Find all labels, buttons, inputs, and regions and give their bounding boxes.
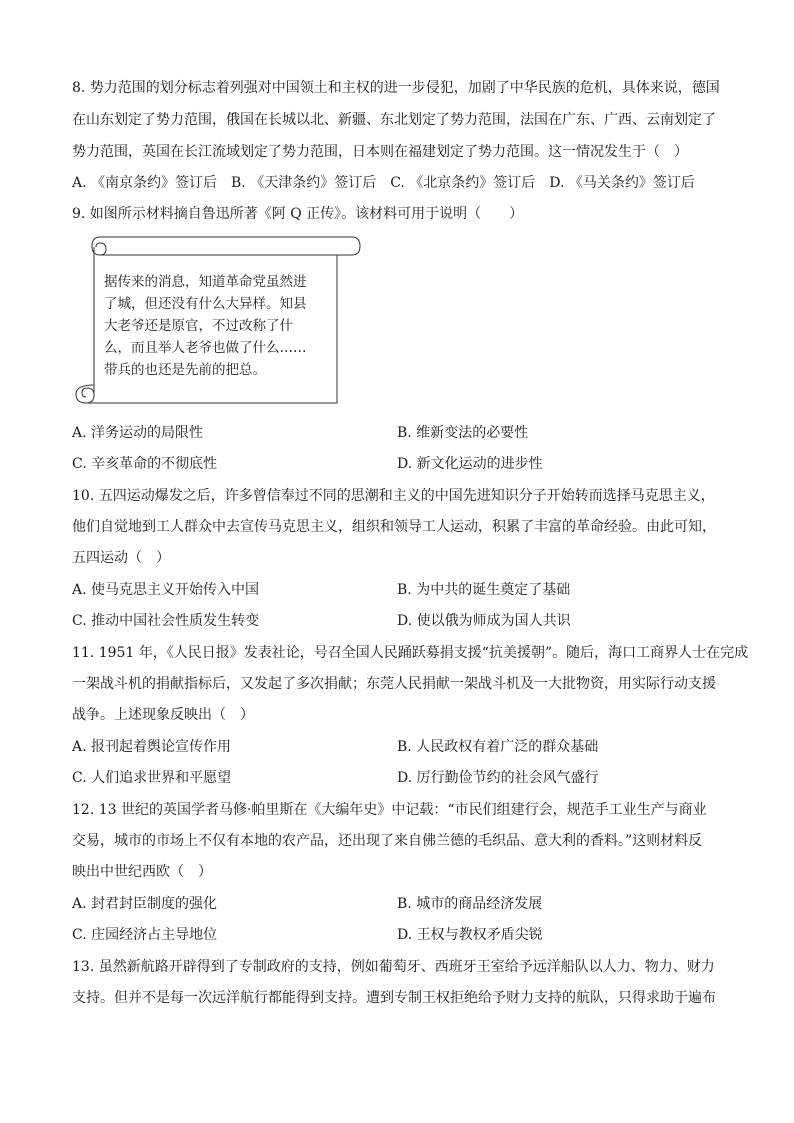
q8-options: A. 《南京条约》签订后 B. 《天津条约》签订后 C. 《北京条约》签订后 D. 《马关条约》签订后 xyxy=(72,175,695,191)
q10-option-a: A. 使马克思主义开始传入中国 xyxy=(72,582,260,598)
q10-stem-line-1: 10. 五四运动爆发之后，许多曾信奉过不同的思潮和主义的中国先进知识分子开始转而选择马克思主义， xyxy=(72,488,715,504)
scroll-text-line-4: 么，而且举人老爷也做了什么…… xyxy=(104,340,307,356)
q10-option-d: D. 使以俄为师成为国人共识 xyxy=(397,613,571,629)
q10-option-b: B. 为中共的诞生奠定了基础 xyxy=(397,582,571,598)
q9-option-a: A. 洋务运动的局限性 xyxy=(72,425,204,441)
q9-option-c: C. 辛亥革命的不彻底性 xyxy=(72,456,218,472)
q12-option-c: C. 庄园经济占主导地位 xyxy=(72,927,218,943)
q9-stem: 9. 如图所示材料摘自鲁迅所著《阿 Q 正传》。该材料可用于说明（ ） xyxy=(72,206,524,222)
scroll-text-line-5: 带兵的也还是先前的把总。 xyxy=(104,362,266,378)
q11-option-b: B. 人民政权有着广泛的群众基础 xyxy=(397,739,599,755)
q12-option-a: A. 封君封臣制度的强化 xyxy=(72,896,218,912)
q12-option-b: B. 城市的商品经济发展 xyxy=(397,896,543,912)
scroll-text-line-3: 大老爷还是原官，不过改称了什 xyxy=(104,318,293,334)
q9-option-d: D. 新文化运动的进步性 xyxy=(397,456,543,472)
q12-stem-line-1: 12. 13 世纪的英国学者马修·帕里斯在《大编年史》中记载：“市民们组建行会，规范手工业生产与商业 xyxy=(72,802,707,818)
q9-option-b: B. 维新变法的必要性 xyxy=(397,425,529,441)
q12-stem-line-2: 交易，城市的市场上不仅有本地的农产品，还出现了来自佛兰德的毛织品、意大利的香料。”这则材料反 xyxy=(72,833,703,849)
q13-stem-line-1: 13. 虽然新航路开辟得到了专制政府的支持，例如葡萄牙、西班牙王室给予远洋船队以人力、物力、财力 xyxy=(72,959,715,975)
q8-stem-line-1: 8. 势力范围的划分标志着列强对中国领土和主权的进一步侵犯，加剧了中华民族的危机，具体来说，德国 xyxy=(72,80,720,96)
q11-option-d: D. 厉行勤俭节约的社会风气盛行 xyxy=(397,770,599,786)
q11-stem-line-2: 一架战斗机的捐献指标后，又发起了多次捐献；东莞人民捐献一架战斗机及一大批物资，用实际行动支援 xyxy=(72,676,716,692)
q11-option-c: C. 人们追求世界和平愿望 xyxy=(72,770,232,786)
q11-stem-line-1: 11. 1951 年，《人民日报》发表社论，号召全国人民踊跃募捐支援“抗美援朝”。随后，海口工商界人士在完成 xyxy=(72,645,749,661)
q13-stem-line-2: 支持。但并不是每一次远洋航行都能得到支持。遭到专制王权拒绝给予财力支持的航队，只得求助于遍布 xyxy=(72,990,716,1006)
scroll-text-line-1: 据传来的消息，知道革命党虽然进 xyxy=(104,274,307,290)
q11-stem-line-3: 战争。上述现象反映出（ ） xyxy=(72,707,254,723)
q12-option-d: D. 王权与教权矛盾尖锐 xyxy=(397,927,543,943)
q12-stem-line-3: 映出中世纪西欧（ ） xyxy=(72,864,212,880)
q10-stem-line-2: 他们自觉地到工人群众中去宣传马克思主义，组织和领导工人运动，积累了丰富的革命经验。由此可知， xyxy=(72,519,716,535)
q8-stem-line-2: 在山东划定了势力范围，俄国在长城以北、新疆、东北划定了势力范围，法国在广东、广西、云南划定了 xyxy=(72,112,716,128)
q10-option-c: C. 推动中国社会性质发生转变 xyxy=(72,613,260,629)
q8-stem-line-3: 势力范围，英国在长江流域划定了势力范围，日本则在福建划定了势力范围。这一情况发生于（ ） xyxy=(72,144,688,160)
q10-stem-line-3: 五四运动（ ） xyxy=(72,550,170,566)
scroll-text-line-2: 了城，但还没有什么大异样。知县 xyxy=(104,296,307,312)
q11-option-a: A. 报刊起着舆论宣传作用 xyxy=(72,739,232,755)
